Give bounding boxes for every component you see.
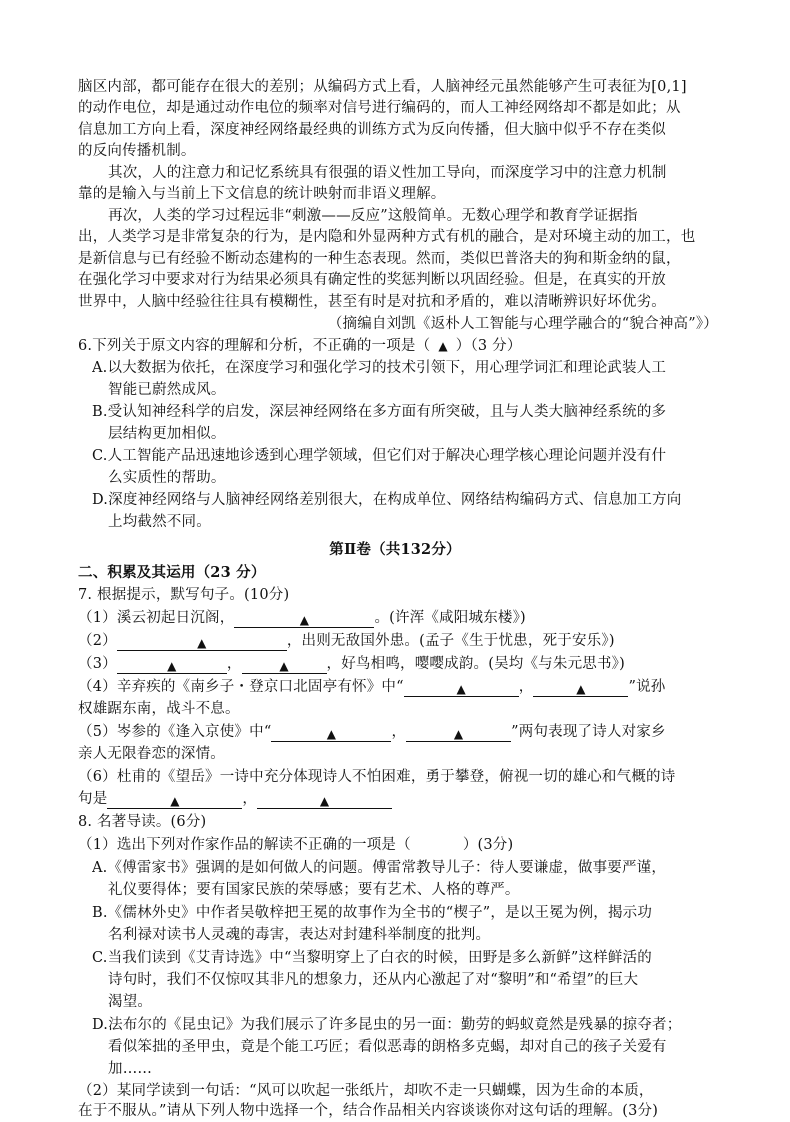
recite-5: （5）岑参的《逢入京使》中“ ▲ ， ▲ ”两句表现了诗人对家乡 (78, 724, 666, 741)
q8-option-c: C.当我们读到《艾青诗选》中“当黎明穿上了白衣的时候，田野是多么新鲜”这样鲜活的 (92, 950, 653, 966)
q8-option-b: B.《儒林外史》中作者吴敬梓把王冕的故事作为全书的“楔子”，是以王冕为例，揭示功 (92, 905, 653, 921)
q8-option-c-cont: 诗句时，我们不仅惊叹其非凡的想象力，还从内心激起了对“黎明”和“希望”的巨大 (108, 972, 639, 988)
recite-3: （3） ▲ ， ▲ ，好鸟相鸣，嘤嘤成韵。(吴均《与朱元思书》) (78, 656, 625, 673)
passage-line: 再次，人类的学习过程远非“刺激——反应”这般简单。无数心理学和教育学证据指 (108, 208, 638, 224)
answer-blank[interactable]: ▲ (234, 613, 374, 628)
answer-blank[interactable]: ▲ (107, 794, 242, 809)
option-a-cont: 智能已蔚然成风。 (108, 382, 226, 398)
option-b-cont: 层结构更加相似。 (108, 426, 226, 442)
answer-blank[interactable]: ▲ (533, 682, 628, 697)
recite-1: （1）溪云初起日沉阁， ▲ 。(许浑《咸阳城东楼》) (78, 610, 526, 627)
recite-6-cont: 句是 ▲ ， ▲ (78, 789, 718, 810)
answer-blank[interactable]: ▲ (117, 636, 287, 651)
q8-option-b-cont: 名利禄对读书人灵魂的毒害，表达对封建科举制度的批判。 (108, 927, 491, 943)
question-8-part-2-cont: 在于不服从。”请从下列人物中选择一个，结合作品相关内容谈谈你对这句话的理解。(3分) (78, 1103, 659, 1119)
q8-option-a: A.《傅雷家书》强调的是如何做人的问题。傅雷常教导儿子：待人要谦虚，做事要严谨， (92, 860, 667, 876)
question-6-stem: 6.下列关于原文内容的理解和分析，不正确的一项是（ ▲ ）（3 分） (78, 338, 522, 354)
recite-6: （6）杜甫的《望岳》一诗中充分体现诗人不怕困难，勇于攀登，俯视一切的雄心和气概的诗 (78, 769, 676, 785)
answer-blank[interactable]: ▲ (242, 659, 327, 674)
q8-option-d: D.法布尔的《昆虫记》为我们展示了许多昆虫的另一面：勤劳的蚂蚁竟然是残暴的掠夺者； (92, 1017, 682, 1033)
passage-source: （摘编自刘凯《返朴人工智能与心理学融合的“貌合神高”》） (327, 316, 718, 332)
answer-blank[interactable]: ▲ (406, 727, 511, 742)
option-a: A.以大数据为依托，在深度学习和强化学习的技术引领下，用心理学词汇和理论武装人工 (92, 360, 667, 376)
passage-line: 出，人类学习是非常复杂的行为，是内隐和外显两种方式有机的融合，是对环境主动的加工，也 (78, 229, 696, 245)
question-7-stem: 7. 根据提示，默写句子。(10分) (78, 587, 290, 603)
option-b: B.受认知神经科学的启发，深层神经网络在多方面有所突破，且与人类大脑神经系统的多 (92, 404, 667, 420)
passage-line: 是新信息与已有经验不断动态建构的一种生态表现。然而，类似巴普洛夫的狗和斯金纳的鼠， (78, 251, 681, 267)
passage-line: 其次，人的注意力和记忆系统具有很强的语义性加工导向，而深度学习中的注意力机制 (108, 165, 667, 181)
q8-option-d-cont: 加…… (108, 1061, 153, 1077)
recite-4: （4）辛弃疾的《南乡子・登京口北固亭有怀》中“ ▲ ， ▲ ”说孙 (78, 679, 666, 696)
option-d: D.深度神经网络与人脑神经网络差别很大，在构成单位、网络结构编码方式、信息加工方向 (92, 492, 682, 508)
passage-line: 在强化学习中要求对行为结果必须具有确定性的奖惩判断以巩固经验。但是，在真实的开放 (78, 272, 666, 288)
answer-blank[interactable]: ▲ (404, 682, 519, 697)
recite-5-cont: 亲人无限眷恋的深情。 (78, 746, 225, 762)
volume-heading: 第Ⅱ卷（共132分） (329, 541, 461, 558)
passage-line: 的反向传播机制。 (78, 143, 196, 159)
passage-line: 脑区内部，都可能存在很大的差别；从编码方式上看，人脑神经元虽然能够产生可表征为[0,1] (78, 79, 687, 95)
q8-option-d-cont: 看似笨拙的圣甲虫，竟是个能工巧匠；看似恶毒的朗格多克蝎，却对自己的孩子关爱有 (108, 1039, 667, 1055)
answer-blank[interactable]: ▲ (257, 794, 392, 809)
passage-line: 世界中，人脑中经验往往具有模糊性，甚至有时是对抗和矛盾的，难以清晰辨识好坏优劣。 (78, 294, 666, 310)
question-8-part-2: （2）某同学读到一句话：“风可以吹起一张纸片，却吹不走一只蝴蝶，因为生命的本质， (78, 1083, 654, 1099)
passage-line: 的动作电位，却是通过动作电位的频率对信号进行编码的，而人工神经网络却不都是如此；从 (78, 100, 681, 116)
recite-4-cont: 权雄踞东南，战斗不息。 (78, 701, 240, 717)
q8-option-c-cont: 渴望。 (108, 994, 153, 1010)
answer-blank[interactable]: ▲ (271, 727, 391, 742)
section-heading: 二、积累及其运用（23 分） (78, 564, 266, 581)
passage-line: 靠的是输入与当前上下文信息的统计映射而非语义理解。 (78, 186, 446, 202)
passage-line: 信息加工方向上看，深度神经网络最经典的训练方式为反向传播，但大脑中似乎不存在类似 (78, 122, 666, 138)
option-c: C.人工智能产品迅速地诊透到心理学领域，但它们对于解决心理学核心理论问题并没有什 (92, 448, 667, 464)
answer-blank[interactable]: ▲ (117, 659, 227, 674)
option-c-cont: 么实质性的帮助。 (108, 470, 226, 486)
q8-option-a-cont: 礼仪要得体；要有国家民族的荣辱感；要有艺术、人格的尊严。 (108, 882, 520, 898)
question-8-part-1: （1）选出下列对作家作品的解读不正确的一项是（ ）(3分) (78, 837, 514, 853)
option-d-cont: 上均截然不同。 (108, 514, 211, 530)
question-8-stem: 8. 名著导读。(6分) (78, 814, 207, 830)
recite-2: （2） ▲ ，出则无敌国外患。(孟子《生于忧患，死于安乐》) (78, 633, 615, 650)
answer-mark: ▲ (438, 339, 448, 353)
